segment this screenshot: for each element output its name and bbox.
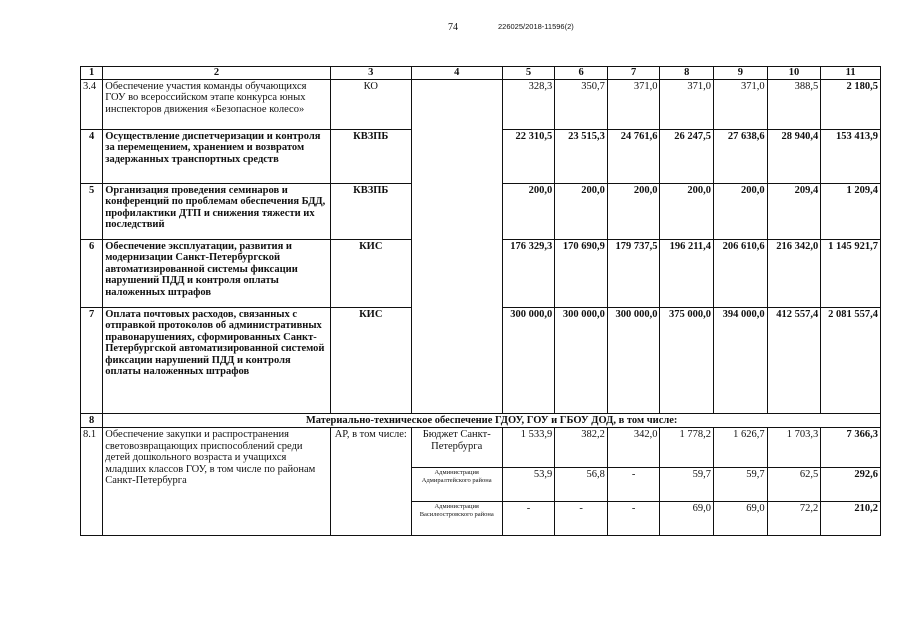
row-value: 371,0 — [714, 79, 768, 129]
col-num: 2 — [103, 67, 331, 80]
row-value: 200,0 — [502, 183, 555, 239]
row-id: 3.4 — [81, 79, 103, 129]
row-value: 300 000,0 — [502, 307, 555, 413]
row-value: 200,0 — [555, 183, 608, 239]
row-value: 200,0 — [660, 183, 714, 239]
col-num: 8 — [660, 67, 714, 80]
row-value: 22 310,5 — [502, 129, 555, 183]
row-value: 196 211,4 — [660, 239, 714, 307]
col-num: 1 — [81, 67, 103, 80]
row-value: 1 778,2 — [660, 428, 714, 468]
row-value: 59,7 — [714, 468, 768, 502]
row-value: 69,0 — [660, 502, 714, 536]
section-row — [81, 413, 881, 428]
row-value: 23 515,3 — [555, 129, 608, 183]
row-value: 1 626,7 — [714, 428, 768, 468]
row-executor: КИС — [330, 239, 411, 307]
row-value: 59,7 — [660, 468, 714, 502]
row-value: 170 690,9 — [555, 239, 608, 307]
column-number-row — [81, 67, 881, 80]
row-value: 209,4 — [767, 183, 821, 239]
row-description: Обеспечение участия команды обучающихся ГОУ во всероссийском этапе конкурса юных инспекторов движения «Безопасное колесо» — [103, 79, 331, 129]
row-description: Осуществление диспетчеризации и контроля за перемещением, хранением и возвратом задержанных транспортных средств — [103, 129, 331, 183]
row-value: 28 940,4 — [767, 129, 821, 183]
row-value: 300 000,0 — [555, 307, 608, 413]
col-num: 5 — [502, 67, 555, 80]
row-total: 153 413,9 — [821, 129, 881, 183]
row-value: 216 342,0 — [767, 239, 821, 307]
row-id: 4 — [81, 129, 103, 183]
document-id: 226025/2018-11596(2) — [498, 22, 574, 31]
page-number: 74 — [448, 22, 458, 33]
row-executor: АР, в том числе: — [330, 428, 411, 536]
row-value: 62,5 — [767, 468, 821, 502]
row-value: 56,8 — [555, 468, 608, 502]
row-value: 382,2 — [555, 428, 608, 468]
row-value: 328,3 — [502, 79, 555, 129]
col-num: 6 — [555, 67, 608, 80]
row-description: Оплата почтовых расходов, связанных с отправкой протоколов об административных правонарушениях, сформированных Санкт-Петербургской автоматизированной системой фиксации нарушений ПДД и контроля оплаты наложенных штрафов — [103, 307, 331, 413]
row-value: 69,0 — [714, 502, 768, 536]
col-num: 3 — [330, 67, 411, 80]
row-description: Организация проведения семинаров и конференций по проблемам обеспечения БДД, профилактики ДТП и снижения тяжести их последствий — [103, 183, 331, 239]
row-value: 388,5 — [767, 79, 821, 129]
row-executor: КО — [330, 79, 411, 129]
row-value: 375 000,0 — [660, 307, 714, 413]
row-value: 300 000,0 — [607, 307, 660, 413]
row-value: 26 247,5 — [660, 129, 714, 183]
row-value: 342,0 — [607, 428, 660, 468]
row-executor: КВЗПБ — [330, 129, 411, 183]
section-id: 8 — [81, 413, 103, 428]
row-value: 27 638,6 — [714, 129, 768, 183]
row-source: Администрация Василеостровского района — [411, 502, 502, 536]
row-total: 7 366,3 — [821, 428, 881, 468]
row-total: 1 209,4 — [821, 183, 881, 239]
row-total: 1 145 921,7 — [821, 239, 881, 307]
row-value: 53,9 — [502, 468, 555, 502]
row-description: Обеспечение закупки и распространения световозвращающих приспособлений среди детей дошкольного возраста и учащихся младших классов ГОУ, в том числе по районам Санкт-Петербурга — [103, 428, 331, 536]
row-source — [411, 79, 502, 413]
row-id: 5 — [81, 183, 103, 239]
table-row — [81, 79, 881, 129]
row-value: - — [555, 502, 608, 536]
row-value: 179 737,5 — [607, 239, 660, 307]
row-id: 7 — [81, 307, 103, 413]
col-num: 7 — [607, 67, 660, 80]
row-description: Обеспечение эксплуатации, развития и модернизации Санкт-Петербургской автоматизированной системы фиксации нарушений ПДД и контроля оплаты наложенных штрафов — [103, 239, 331, 307]
row-value: 1 703,3 — [767, 428, 821, 468]
row-source: Бюджет Санкт-Петербурга — [411, 428, 502, 468]
row-value: 24 761,6 — [607, 129, 660, 183]
row-value: - — [607, 502, 660, 536]
col-num: 9 — [714, 67, 768, 80]
row-value: 206 610,6 — [714, 239, 768, 307]
col-num: 4 — [411, 67, 502, 80]
row-total: 2 180,5 — [821, 79, 881, 129]
row-executor: КВЗПБ — [330, 183, 411, 239]
row-total: 2 081 557,4 — [821, 307, 881, 413]
row-value: 394 000,0 — [714, 307, 768, 413]
row-value: - — [502, 502, 555, 536]
row-id: 8.1 — [81, 428, 103, 536]
row-value: 412 557,4 — [767, 307, 821, 413]
row-value: 1 533,9 — [502, 428, 555, 468]
row-total: 292,6 — [821, 468, 881, 502]
row-value: 200,0 — [714, 183, 768, 239]
program-table — [80, 66, 881, 536]
section-title: Материально-техническое обеспечение ГДОУ, ГОУ и ГБОУ ДОД, в том числе: — [103, 413, 881, 428]
row-value: 176 329,3 — [502, 239, 555, 307]
row-value: 371,0 — [607, 79, 660, 129]
row-executor: КИС — [330, 307, 411, 413]
row-value: 371,0 — [660, 79, 714, 129]
row-id: 6 — [81, 239, 103, 307]
row-total: 210,2 — [821, 502, 881, 536]
row-value: - — [607, 468, 660, 502]
col-num: 11 — [821, 67, 881, 80]
col-num: 10 — [767, 67, 821, 80]
row-value: 200,0 — [607, 183, 660, 239]
row-value: 350,7 — [555, 79, 608, 129]
row-source: Администрация Адмиралтейского района — [411, 468, 502, 502]
row-value: 72,2 — [767, 502, 821, 536]
table-row — [81, 428, 881, 468]
